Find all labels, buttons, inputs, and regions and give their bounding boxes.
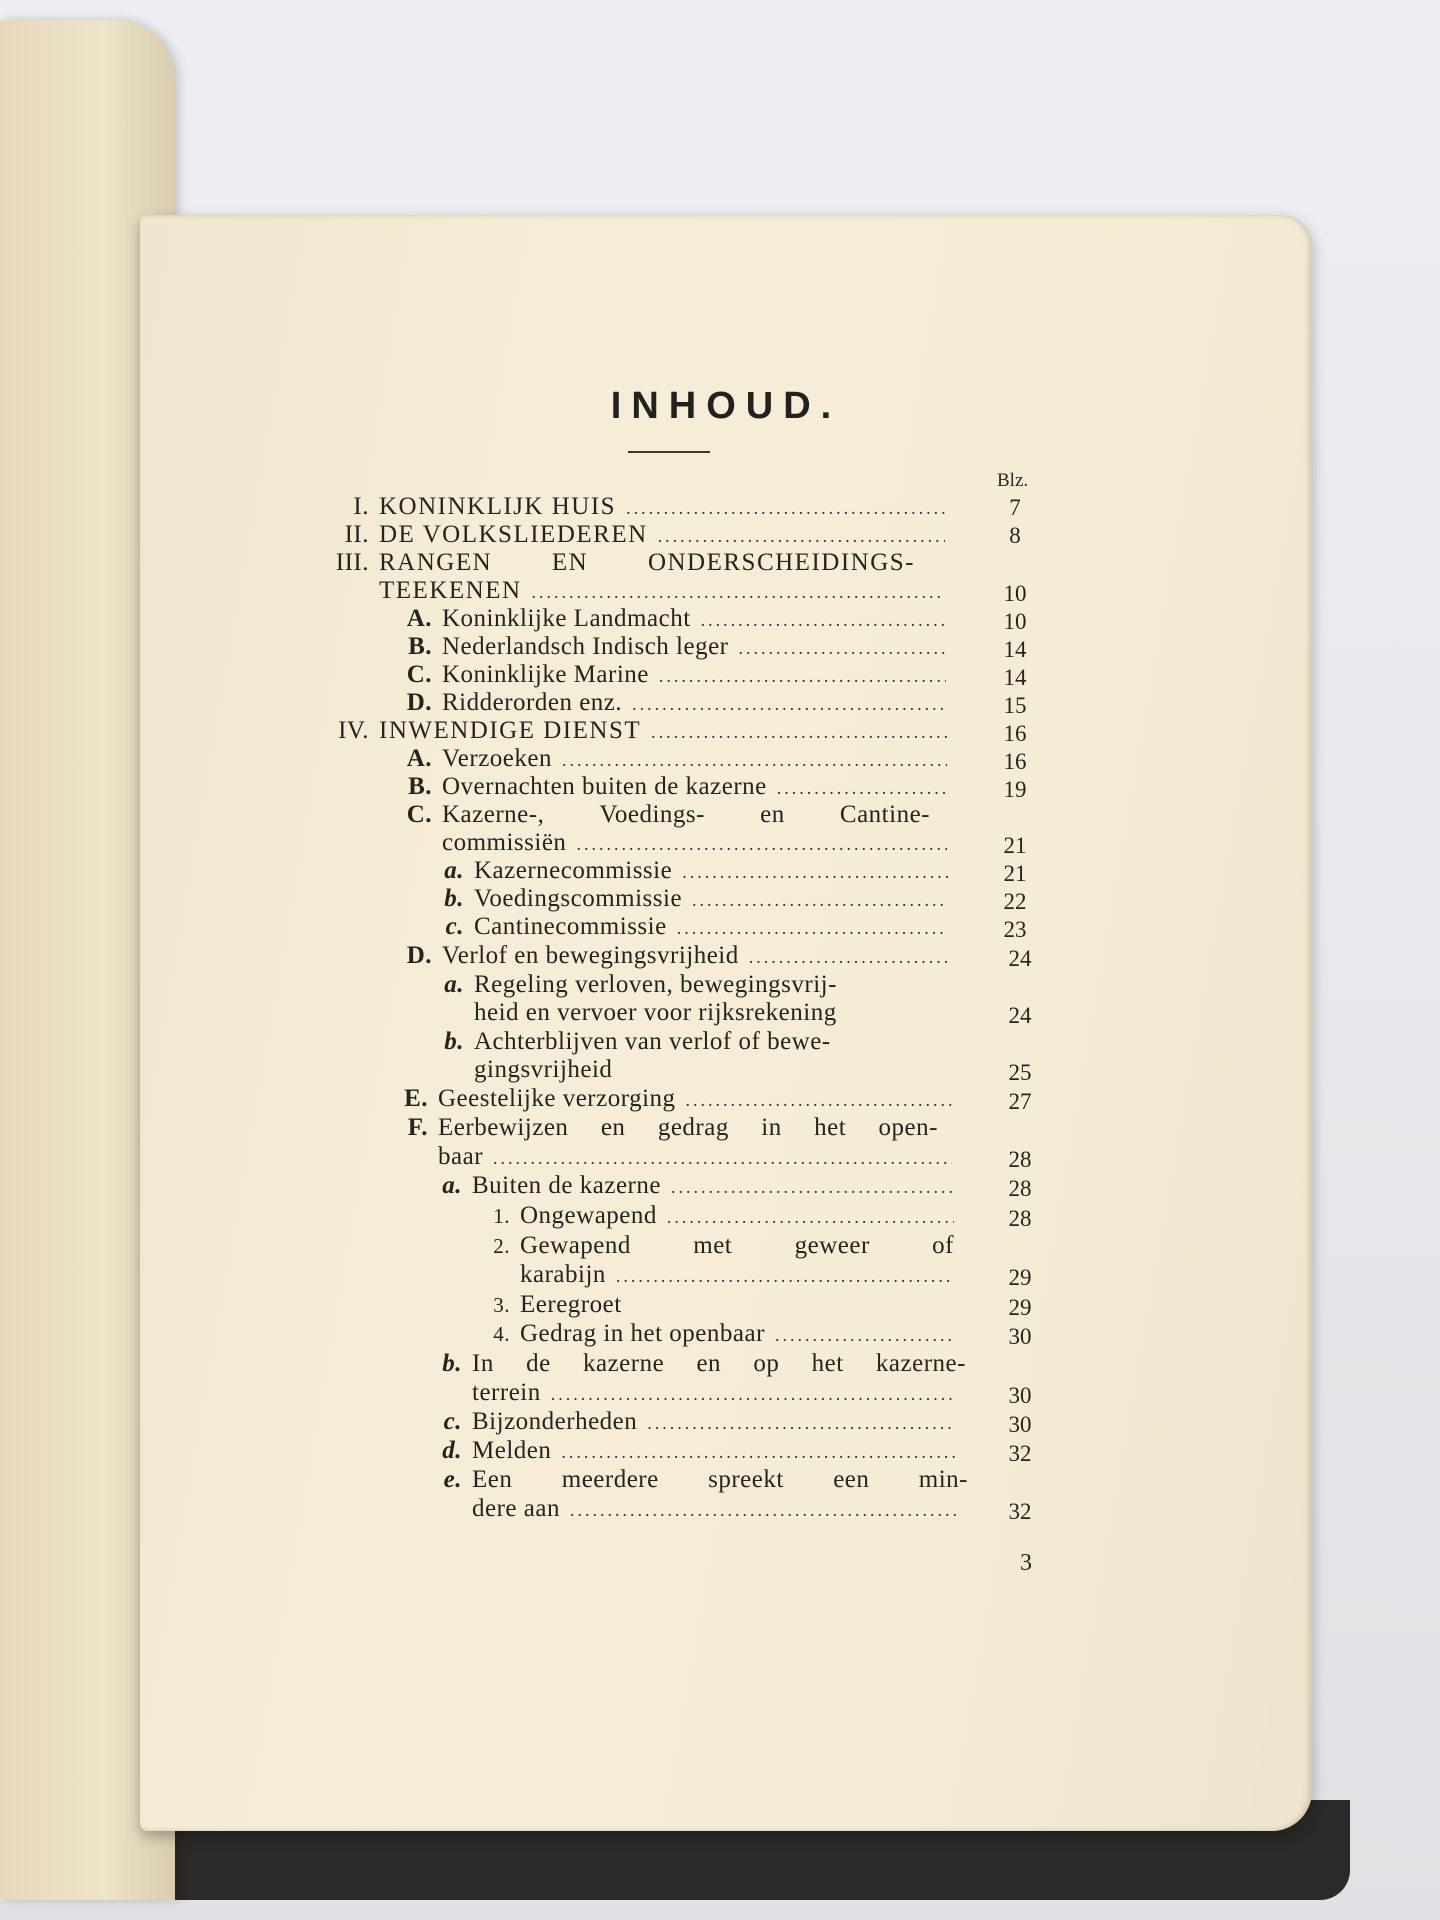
toc-entry	[406, 689, 956, 717]
entry-label-line1: Eerbewijzen en gedrag in het open-	[438, 1114, 938, 1141]
entry-label-line2: karabijn	[520, 1261, 606, 1288]
entry-label: Kazernecommissie	[474, 857, 673, 884]
entry-page: 27	[1008, 1089, 1032, 1114]
entry-page: 10	[1003, 581, 1027, 606]
dot-leader	[576, 834, 947, 855]
entry-letter: b.	[444, 1028, 464, 1055]
entry-page: 28	[1008, 1176, 1032, 1201]
entry-label: DE VOLKSLIEDEREN	[379, 521, 648, 548]
dot-leader	[551, 1384, 956, 1405]
toc-entry	[325, 493, 955, 521]
entry-label: Gedrag in het openbaar	[520, 1320, 765, 1347]
dot-leader	[616, 1266, 954, 1287]
entry-page: 16	[1003, 721, 1027, 746]
entry-page: 29	[1008, 1295, 1032, 1320]
entry-label-line1: Een meerdere spreekt een min-	[472, 1466, 968, 1493]
entry-label-line2: TEEKENEN	[379, 577, 522, 604]
toc-entry	[325, 717, 957, 745]
dot-leader	[632, 694, 946, 715]
entry-number: 2.	[493, 1234, 510, 1258]
dot-leader	[493, 1148, 952, 1169]
entry-letter: D.	[406, 942, 432, 969]
toc-entry-continuation	[472, 1379, 966, 1407]
toc-entry	[406, 801, 957, 829]
toc-entry-continuation	[379, 577, 955, 605]
entry-page: 24	[1008, 946, 1032, 971]
entry-label-line1: Gewapend met geweer of	[520, 1232, 954, 1259]
dot-leader	[777, 778, 947, 799]
dot-leader	[626, 498, 945, 519]
entry-number: IV.	[338, 717, 369, 744]
toc-entry	[438, 1437, 966, 1465]
entry-page: 29	[1008, 1265, 1032, 1290]
entry-letter: e.	[443, 1466, 462, 1493]
dot-leader	[749, 947, 948, 968]
entry-letter: B.	[408, 633, 432, 660]
entry-page: 15	[1003, 693, 1027, 718]
toc-entry	[486, 1320, 966, 1348]
dot-leader	[686, 1090, 952, 1111]
entry-label: Ongewapend	[520, 1202, 657, 1229]
toc-entry	[406, 633, 956, 661]
entry-letter: F.	[407, 1114, 428, 1141]
entry-label: Eeregroet	[520, 1291, 622, 1318]
entry-label: KONINKLIJK HUIS	[379, 493, 617, 520]
dot-leader	[692, 890, 948, 911]
entry-page: 7	[1009, 495, 1021, 520]
toc-entry	[440, 971, 960, 999]
toc-entry	[325, 549, 955, 577]
dot-leader	[682, 862, 948, 883]
dot-leader	[667, 1207, 954, 1228]
toc-entry	[438, 1408, 966, 1436]
entry-label: Cantinecommissie	[474, 913, 667, 940]
entry-letter: b.	[442, 1350, 462, 1377]
dot-leader	[647, 1413, 956, 1434]
entry-label-line2: baar	[438, 1143, 484, 1170]
toc-entry-continuation	[520, 1261, 964, 1289]
entry-label: Verzoeken	[442, 745, 552, 772]
dot-leader	[570, 1500, 958, 1521]
entry-label-line1: RANGEN EN ONDERSCHEIDINGS-	[379, 549, 915, 576]
toc-entry	[440, 1028, 960, 1056]
entry-label: Voedingscommissie	[474, 885, 683, 912]
entry-number: 4.	[493, 1322, 510, 1346]
page-column-header: Blz.	[997, 470, 1029, 491]
dot-leader	[739, 638, 947, 659]
toc-entry	[438, 1172, 962, 1200]
toc-entry	[440, 885, 958, 913]
entry-number: III.	[335, 549, 369, 576]
entry-page: 30	[1008, 1324, 1032, 1349]
dot-leader	[651, 722, 947, 743]
entry-label: Ridderorden enz.	[442, 689, 623, 716]
toc-page	[140, 215, 1312, 1831]
toc-entry	[438, 1466, 968, 1494]
toc-entry	[406, 605, 956, 633]
entry-letter: a.	[444, 971, 464, 998]
entry-number: I.	[353, 493, 369, 520]
entry-label-line1: In de kazerne en op het kazerne-	[472, 1350, 966, 1377]
page-title: INHOUD.	[610, 385, 842, 427]
entry-label: Buiten de kazerne	[472, 1172, 661, 1199]
dot-leader	[775, 1325, 956, 1346]
toc-entry	[486, 1291, 964, 1319]
entry-label: Koninklijke Marine	[442, 661, 649, 688]
entry-label-line2: commissiën	[442, 829, 567, 856]
toc-entry	[438, 1350, 966, 1378]
entry-letter: E.	[404, 1085, 428, 1112]
entry-label: Geestelijke verzorging	[438, 1085, 676, 1112]
toc-entry-continuation	[474, 1056, 960, 1084]
entry-label: Verlof en bewegingsvrijheid	[442, 942, 739, 969]
entry-label-line2: gingsvrijheid	[474, 1056, 613, 1083]
entry-label: Nederlandsch Indisch leger	[442, 633, 729, 660]
entry-letter: c.	[443, 1408, 462, 1435]
entry-page: 28	[1008, 1206, 1032, 1231]
entry-label-line2: heid en vervoer voor rijksrekening	[474, 999, 837, 1026]
entry-page: 30	[1008, 1412, 1032, 1437]
entry-letter: B.	[408, 773, 432, 800]
toc-entry	[406, 942, 958, 970]
dot-leader	[532, 582, 945, 603]
entry-page: 32	[1008, 1499, 1032, 1524]
toc-entry-continuation	[472, 1495, 968, 1523]
page-number: 3	[1020, 1550, 1032, 1576]
dot-leader	[561, 1442, 956, 1463]
toc-entry	[402, 1114, 962, 1142]
toc-entry	[402, 1085, 962, 1113]
entry-letter: a.	[444, 857, 464, 884]
entry-number: 3.	[493, 1293, 510, 1317]
entry-letter: b.	[444, 885, 464, 912]
entry-label-line1: Achterblijven van verlof of bewe-	[474, 1028, 831, 1055]
entry-label: Overnachten buiten de kazerne	[442, 773, 767, 800]
dot-leader	[671, 1177, 952, 1198]
entry-page: 32	[1008, 1441, 1032, 1466]
entry-letter: A.	[406, 605, 432, 632]
dot-leader	[562, 750, 947, 771]
entry-page: 21	[1003, 833, 1027, 858]
entry-page: 14	[1003, 637, 1027, 662]
entry-letter: C.	[406, 661, 432, 688]
toc-entry	[406, 773, 957, 801]
entry-page: 24	[1008, 1003, 1032, 1028]
entry-label: Bijzonderheden	[472, 1408, 638, 1435]
entry-label: Melden	[472, 1437, 552, 1464]
entry-page: 25	[1008, 1060, 1032, 1085]
dot-leader	[677, 918, 948, 939]
entry-letter: C.	[406, 801, 432, 828]
entry-page: 30	[1008, 1383, 1032, 1408]
entry-label-line1: Regeling verloven, bewegingsvrij-	[474, 971, 837, 998]
entry-label-line2: terrein	[472, 1379, 541, 1406]
dot-leader	[701, 610, 946, 631]
dot-leader	[658, 526, 945, 547]
toc-entry	[440, 857, 958, 885]
toc-entry	[325, 521, 955, 549]
entry-letter: d.	[442, 1437, 462, 1464]
entry-page: 23	[1003, 917, 1027, 942]
table-of-contents	[140, 215, 1312, 1831]
toc-entry	[440, 913, 958, 941]
entry-page: 22	[1003, 889, 1027, 914]
entry-letter: c.	[445, 913, 464, 940]
toc-entry	[406, 745, 957, 773]
entry-page: 14	[1003, 665, 1027, 690]
entry-number: II.	[344, 521, 369, 548]
toc-entry-continuation	[438, 1143, 962, 1171]
entry-letter: a.	[442, 1172, 462, 1199]
toc-entry	[486, 1202, 964, 1230]
entry-label-line2: dere aan	[472, 1495, 560, 1522]
entry-page: 21	[1003, 861, 1027, 886]
toc-entry	[406, 661, 956, 689]
entry-number: 1.	[493, 1204, 510, 1228]
entry-page: 28	[1008, 1147, 1032, 1172]
entry-page: 10	[1003, 609, 1027, 634]
dot-leader	[659, 666, 946, 687]
toc-entry-continuation	[474, 999, 960, 1027]
entry-label: Koninklijke Landmacht	[442, 605, 691, 632]
entry-label: INWENDIGE DIENST	[379, 717, 642, 744]
entry-page: 19	[1003, 777, 1027, 802]
toc-entry-continuation	[442, 829, 957, 857]
entry-letter: D.	[406, 689, 432, 716]
entry-letter: A.	[406, 745, 432, 772]
entry-page: 16	[1003, 749, 1027, 774]
toc-entry	[486, 1232, 964, 1260]
entry-page: 8	[1009, 523, 1021, 548]
entry-label-line1: Kazerne-, Voedings- en Cantine-	[442, 801, 930, 828]
